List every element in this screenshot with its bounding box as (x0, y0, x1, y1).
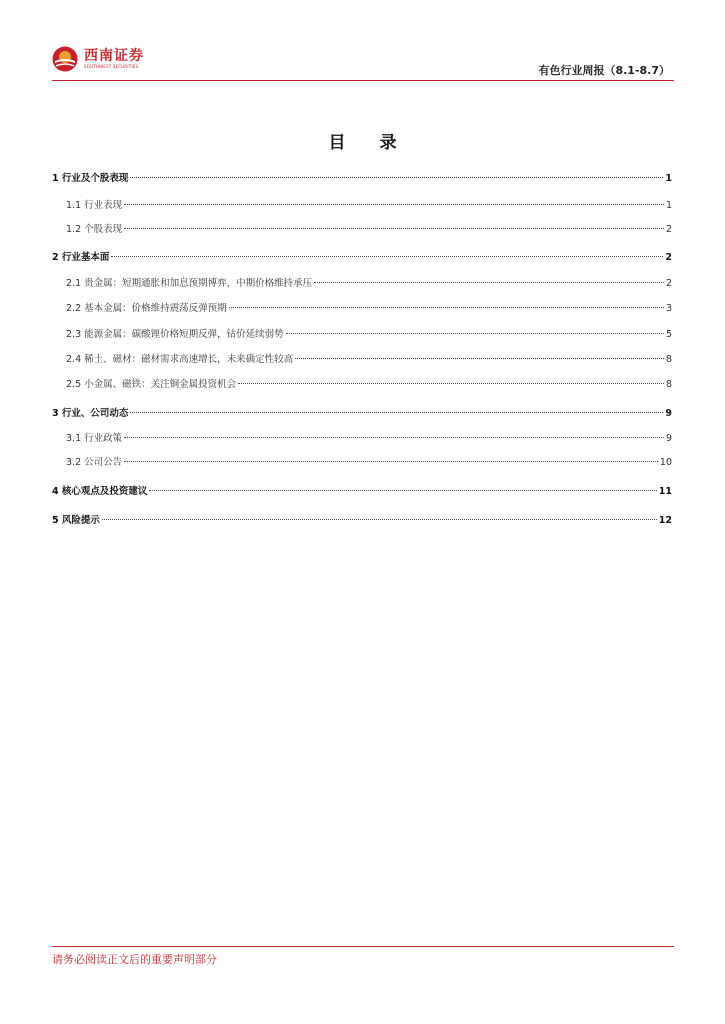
report-title: 有色行业周报（8.1-8.7） (538, 64, 670, 77)
toc-entry[interactable] (52, 351, 672, 367)
toc-dot-leader (130, 412, 663, 413)
toc-entry-page-number: 8 (665, 379, 672, 390)
toc-entry[interactable] (52, 221, 672, 237)
toc-dot-leader (124, 437, 664, 438)
toc-dot-leader (238, 383, 664, 384)
toc-entry-label: 3.1 行业政策 (66, 433, 123, 444)
toc-entry-label: 1 行业及个股表现 (52, 173, 129, 184)
toc-dot-leader (295, 358, 664, 359)
toc-entry[interactable] (52, 326, 672, 342)
toc-entry[interactable] (52, 454, 672, 470)
toc-entry-label: 1.1 行业表现 (66, 200, 123, 211)
sun-over-horizon-icon (52, 46, 78, 72)
toc-entry-page-number: 9 (665, 433, 672, 444)
toc-entry-label: 2.3 能源金属：碳酸锂价格短期反弹，钴价延续弱势 (66, 329, 284, 340)
toc-entry-page-number: 10 (659, 457, 672, 468)
footer-divider (52, 946, 674, 947)
toc-entry-label: 2 行业基本面 (52, 252, 110, 263)
header-divider (52, 80, 674, 81)
toc-dot-leader (149, 490, 656, 491)
toc-entry-page-number: 2 (665, 252, 672, 263)
toc-dot-leader (111, 256, 663, 257)
toc-entry-label: 2.2 基本金属：价格维持震荡反弹预期 (66, 303, 227, 314)
toc-entry-label: 4 核心观点及投资建议 (52, 486, 148, 497)
toc-entry-page-number: 2 (665, 224, 672, 235)
toc-entry-page-number: 3 (665, 303, 672, 314)
page-header (52, 38, 674, 80)
toc-entry[interactable] (52, 405, 672, 421)
toc-dot-leader (286, 333, 664, 334)
toc-entry[interactable] (52, 430, 672, 446)
toc-entry[interactable] (52, 249, 672, 265)
toc-entry[interactable] (52, 197, 672, 213)
toc-dot-leader (124, 461, 658, 462)
toc-entry[interactable] (52, 512, 672, 528)
toc-entry-label: 2.5 小金属、磁铁：关注铜金属投资机会 (66, 379, 237, 390)
disclaimer-note: 请务必阅读正文后的重要声明部分 (52, 953, 217, 966)
toc-entry-page-number: 9 (665, 408, 672, 419)
toc-entry-label: 1.2 个股表现 (66, 224, 123, 235)
company-logo (52, 42, 144, 76)
toc-entry-label: 3 行业、公司动态 (52, 408, 129, 419)
toc-dot-leader (229, 307, 664, 308)
toc-heading: 目 录 (328, 133, 411, 153)
logo-chinese-name: 西南证券 (84, 47, 144, 64)
toc-entry-page-number: 8 (665, 354, 672, 365)
toc-dot-leader (124, 204, 664, 205)
toc-entry[interactable] (52, 483, 672, 499)
toc-entry-page-number: 2 (665, 278, 672, 289)
toc-entry[interactable] (52, 300, 672, 316)
toc-entry[interactable] (52, 275, 672, 291)
toc-entry-label: 3.2 公司公告 (66, 457, 123, 468)
toc-entry-label: 2.4 稀土、磁材：磁材需求高速增长，未来确定性较高 (66, 354, 294, 365)
toc-dot-leader (102, 519, 657, 520)
logo-english-name: SOUTHWEST SECURITIES (84, 63, 139, 69)
toc-entry[interactable] (52, 376, 672, 392)
toc-entry-label: 5 风险提示 (52, 515, 100, 526)
toc-entry-page-number: 5 (665, 329, 672, 340)
toc-entry-page-number: 1 (665, 173, 672, 184)
toc-dot-leader (124, 228, 664, 229)
toc-entry-page-number: 1 (665, 200, 672, 211)
toc-entry-page-number: 12 (658, 515, 672, 526)
toc-entry-page-number: 11 (658, 486, 672, 497)
toc-dot-leader (130, 177, 663, 178)
toc-entry[interactable] (52, 170, 672, 186)
toc-dot-leader (314, 282, 664, 283)
toc-entry-label: 2.1 贵金属：短期通胀和加息预期博弈，中期价格维持承压 (66, 278, 313, 289)
